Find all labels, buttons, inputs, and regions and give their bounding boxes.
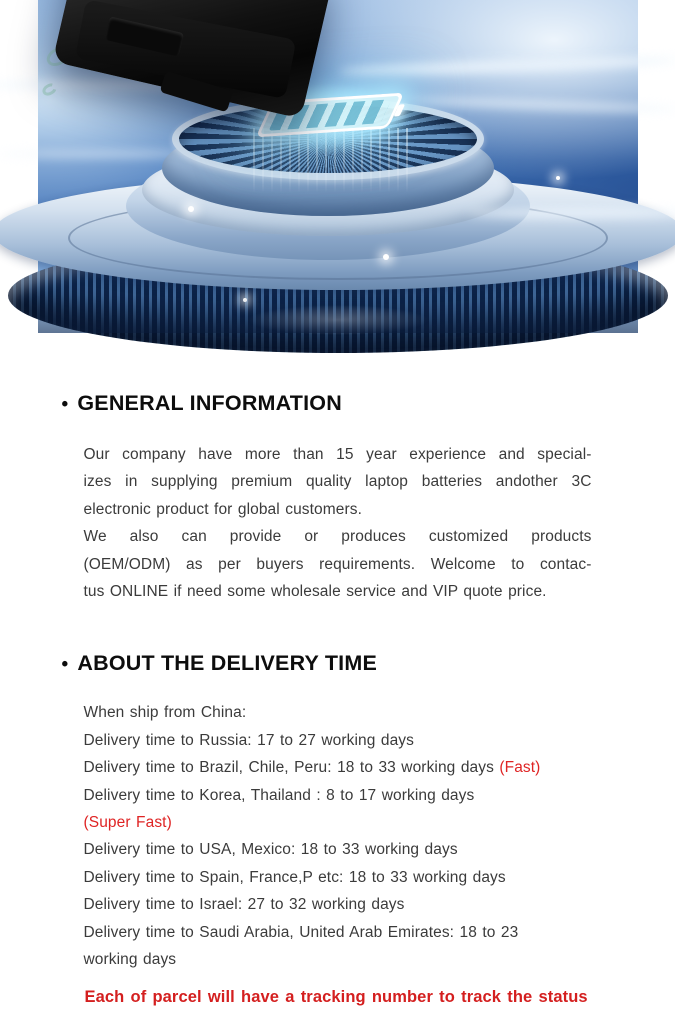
delivery-line: Delivery time to Russia: 17 to 27 working days [84, 727, 592, 754]
laptop-battery-image [52, 0, 334, 119]
hologram-light-rays [253, 128, 413, 200]
sparkle [556, 176, 560, 180]
delivery-line: working days [84, 946, 592, 973]
delivery-line: Delivery time to USA, Mexico: 18 to 33 working days [84, 836, 592, 863]
paragraph-line: (OEM/ODM) as per buyers requirements. Welcome to contac- [84, 551, 592, 578]
sparkle [383, 254, 389, 260]
delivery-time-section [38, 650, 638, 973]
delivery-line: Delivery time to Spain, France,P etc: 18 to 33 working days [84, 864, 592, 891]
delivery-line: Delivery time to Saudi Arabia, United Arab Emirates: 18 to 23 [84, 919, 592, 946]
delivery-time-heading [38, 650, 638, 678]
tracking-note: Each of parcel will have a tracking number to track the status [38, 984, 638, 1011]
delivery-line: Delivery time to Israel: 27 to 32 working days [84, 891, 592, 918]
general-information-section [38, 390, 638, 605]
delivery-time-list [38, 699, 638, 973]
product-hero-image [38, 0, 638, 333]
general-information-title: GENERAL INFORMATION [77, 390, 342, 416]
delivery-line: When ship from China: [84, 699, 592, 726]
bottom-water-shade [38, 295, 638, 333]
paragraph-line: electronic product for global customers. [84, 496, 592, 523]
delivery-time-title: ABOUT THE DELIVERY TIME [77, 650, 377, 676]
general-information-text [38, 441, 638, 605]
paragraph-line: izes in supplying premium quality laptop batteries andother 3C [84, 468, 592, 495]
water-ripple-highlight [468, 208, 675, 218]
delivery-line: Delivery time to Brazil, Chile, Peru: 18 to 33 working days (Fast) [84, 754, 592, 781]
sparkle [188, 206, 194, 212]
general-information-heading [38, 390, 638, 418]
delivery-line: Delivery time to Korea, Thailand : 8 to 17 working days [84, 782, 592, 809]
product-description-page [38, 0, 638, 995]
delivery-line: (Super Fast) [84, 809, 592, 836]
paragraph-line: We also can provide or produces customized products [84, 523, 592, 550]
paragraph-line: Our company have more than 15 year experience and special- [84, 441, 592, 468]
bullet-icon: • [62, 652, 69, 678]
bullet-icon: • [62, 392, 69, 418]
paragraph-line: tus ONLINE if need some wholesale service and VIP quote price. [84, 578, 592, 605]
